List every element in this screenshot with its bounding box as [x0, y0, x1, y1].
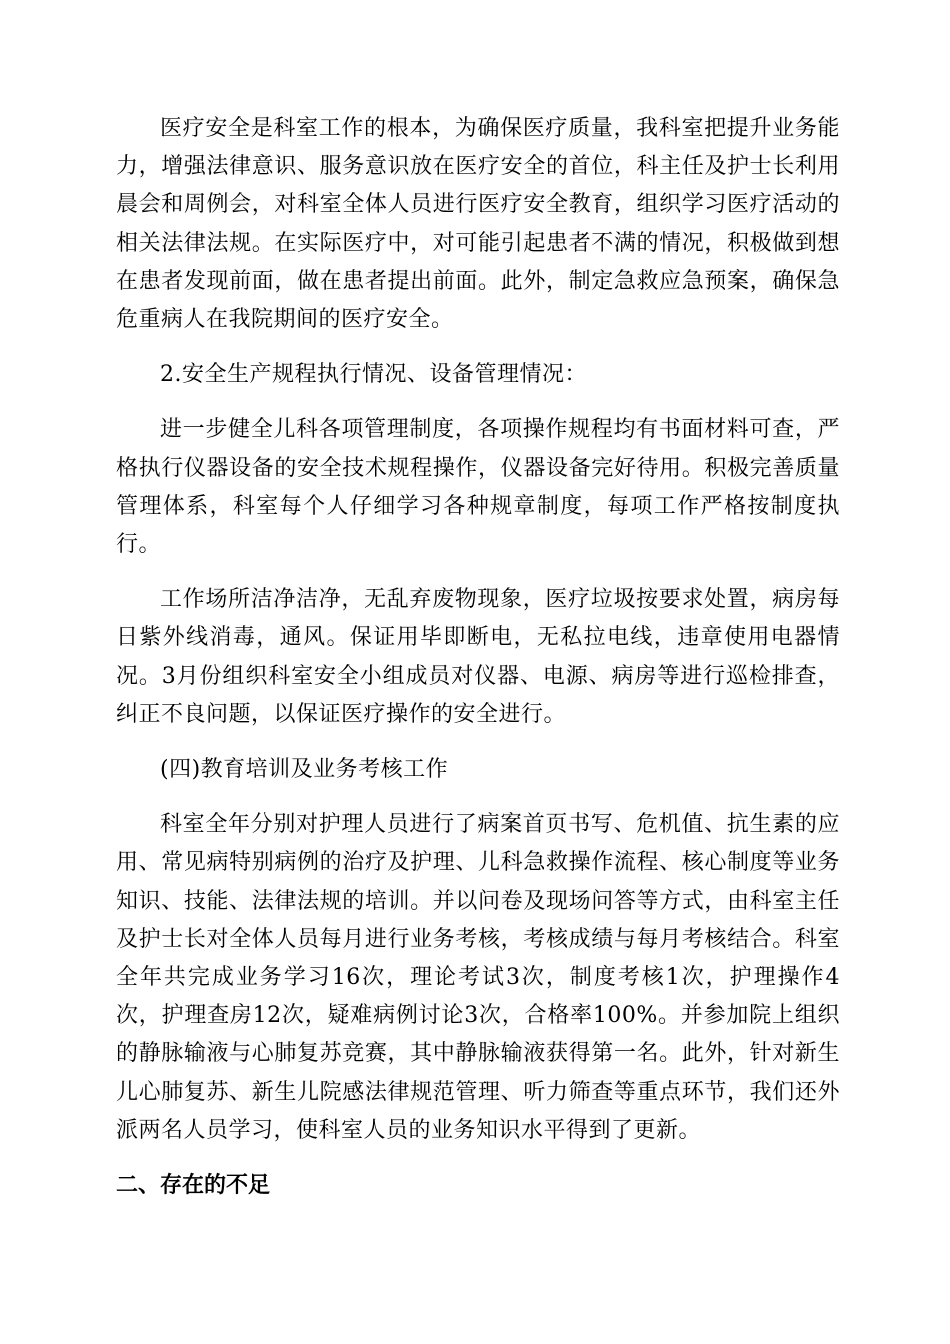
document-page [116, 110, 840, 1205]
section-heading: 二、存在的不足 [116, 1173, 271, 1199]
paragraph-subheading-safety-rules: 2.安全生产规程执行情况、设备管理情况： [160, 362, 587, 388]
paragraph-training-details: 科室全年分别对护理人员进行了病案首页书写、危机值、抗生素的应用、常见病特别病例的治疗及护理、儿科急救操作流程、核心制度等业务知识、技能、法律法规的培训。并以问卷及现场问答等方式，由科室主任及护士长对全体人员每月进行业务考核，考核成绩与每月考核结合。科室全年共完成业务学习16次，理论考试3次，制度考核1次，护理操作4次，护理查房12次，疑难病例讨论3次，合格率100%。并参加院上组织的静脉输液与心肺复苏竞赛，其中静脉输液获得第一名。此外，针对新生儿心肺复苏、新生儿院感法律规范管理、听力筛查等重点环节，我们还外派两名人员学习，使科室人员的业务知识水平得到了更新。 [116, 812, 840, 1143]
paragraph-medical-safety: 医疗安全是科室工作的根本，为确保医疗质量，我科室把提升业务能力，增强法律意识、服务意识放在医疗安全的首位，科主任及护士长利用晨会和周例会，对科室全体人员进行医疗安全教育，组织学习医疗活动的相关法律法规。在实际医疗中，对可能引起患者不满的情况，积极做到想在患者发现前面，做在患者提出前面。此外，制定急救应急预案，确保急危重病人在我院期间的医疗安全。 [116, 116, 840, 333]
paragraph-workplace-hygiene: 工作场所洁净洁净，无乱弃废物现象，医疗垃圾按要求处置，病房每日紫外线消毒，通风。保证用毕即断电，无私拉电线，违章使用电器情况。3月份组织科室安全小组成员对仪器、电源、病房等进行巡检排查，纠正不良问题，以保证医疗操作的安全进行。 [116, 587, 840, 727]
paragraph-subheading-training: (四)教育培训及业务考核工作 [160, 757, 449, 783]
paragraph-management-system: 进一步健全儿科各项管理制度，各项操作规程均有书面材料可查，严格执行仪器设备的安全技术规程操作，仪器设备完好待用。积极完善质量管理体系，科室每个人仔细学习各种规章制度，每项工作严格按制度执行。 [116, 417, 840, 558]
